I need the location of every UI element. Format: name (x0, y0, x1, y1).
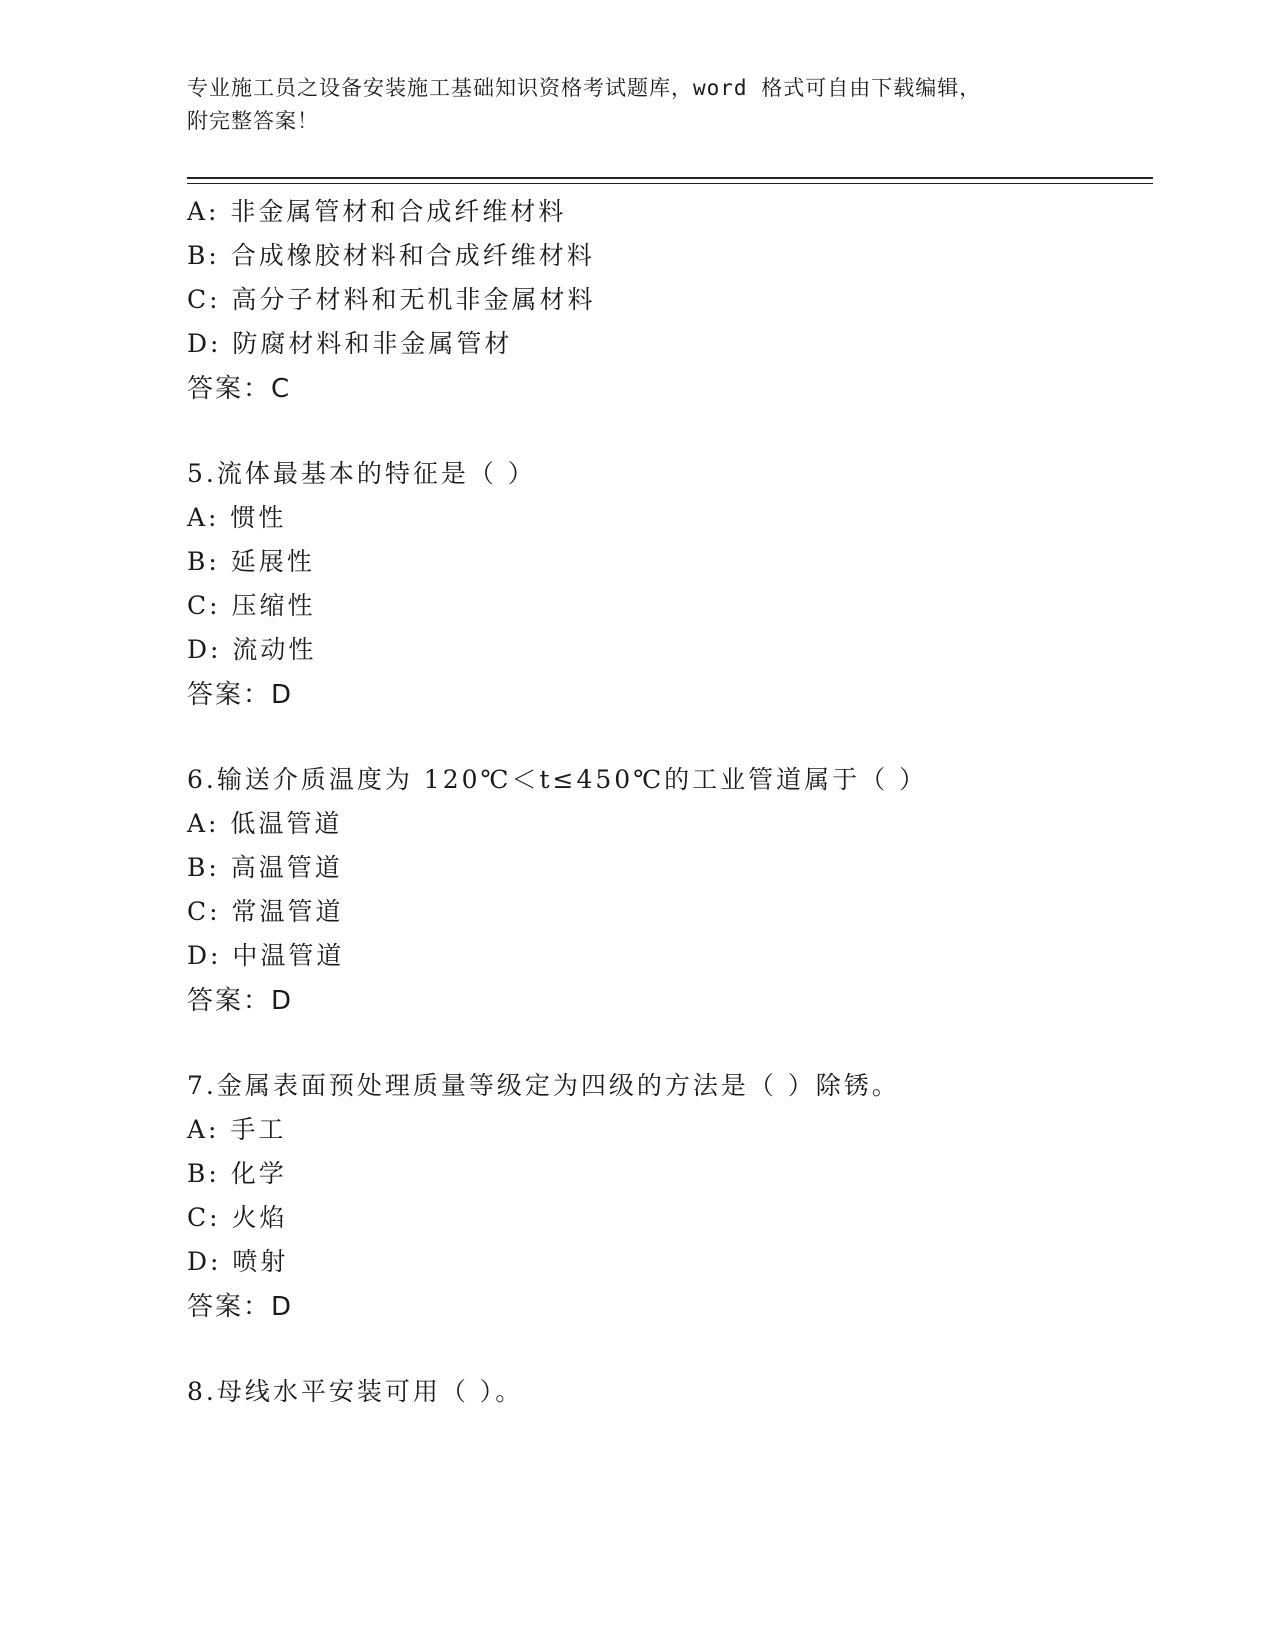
q7-option-a: A: 手工 (187, 1115, 287, 1144)
q6-option-a: A: 低温管道 (187, 809, 343, 838)
q7-option-b: B: 化学 (187, 1159, 287, 1188)
header-divider-thick (187, 177, 1153, 179)
q5-answer: 答案：D (187, 680, 294, 710)
document-header (187, 72, 1077, 138)
q5-option-a: A: 惯性 (187, 503, 287, 532)
q5-option-c: C: 压缩性 (187, 591, 316, 620)
q4-answer: 答案：C (187, 374, 292, 404)
header-title-line-1: 专业施工员之设备安装施工基础知识资格考试题库，word 格式可自由下载编辑， (187, 76, 982, 100)
q7-option-c: C: 火焰 (187, 1203, 288, 1232)
q4-option-a: A: 非金属管材和合成纤维材料 (187, 197, 567, 226)
header-title-line-2: 附完整答案！ (187, 109, 319, 133)
q8-question: 8.母线水平安装可用（ ）。 (187, 1377, 524, 1406)
q7-option-d: D: 喷射 (187, 1247, 289, 1276)
q4-option-b: B: 合成橡胶材料和合成纤维材料 (187, 241, 595, 270)
q5-option-b: B: 延展性 (187, 547, 315, 576)
q6-option-d: D: 中温管道 (187, 941, 345, 970)
q7-answer: 答案：D (187, 1292, 294, 1322)
q5-question: 5.流体最基本的特征是（ ） (187, 459, 536, 488)
q4-option-d: D: 防腐材料和非金属管材 (187, 329, 513, 358)
q6-question: 6.输送介质温度为 120℃＜t≤450℃的工业管道属于（ ） (187, 765, 928, 794)
q4-option-c: C: 高分子材料和无机非金属材料 (187, 285, 596, 314)
q6-option-b: B: 高温管道 (187, 853, 343, 882)
q7-question: 7.金属表面预处理质量等级定为四级的方法是（ ）除锈。 (187, 1071, 900, 1100)
q6-option-c: C: 常温管道 (187, 897, 344, 926)
q5-option-d: D: 流动性 (187, 635, 317, 664)
q6-answer: 答案：D (187, 986, 294, 1016)
header-divider-thin (187, 183, 1153, 184)
